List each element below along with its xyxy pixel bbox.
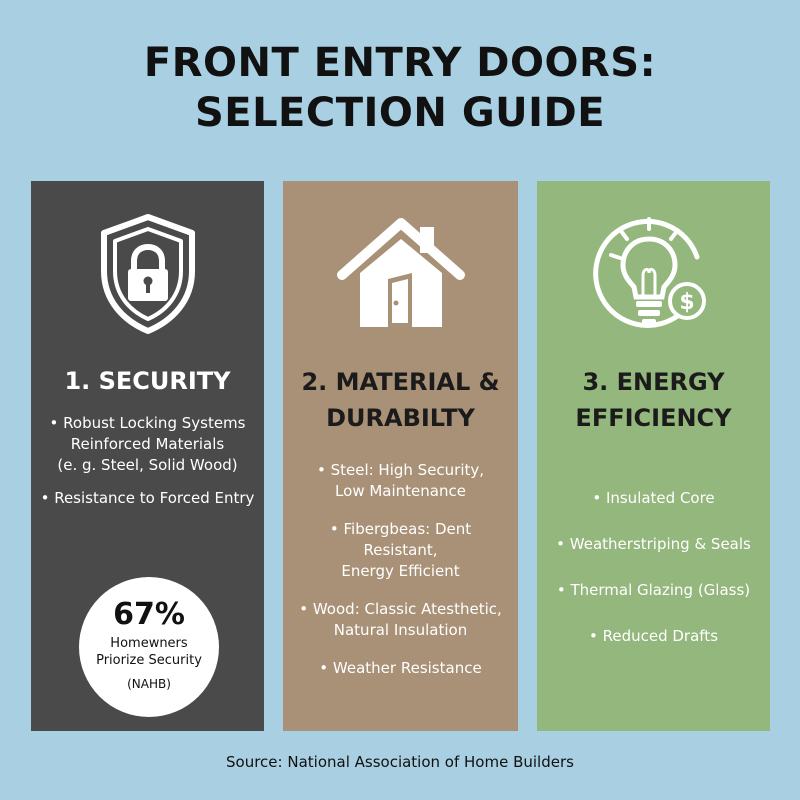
security-heading xyxy=(31,363,264,399)
security-bullet-list xyxy=(37,413,258,521)
bullet-line: • Steel: High Security, xyxy=(316,461,485,479)
house-door-icon xyxy=(283,209,518,339)
svg-text:$: $ xyxy=(678,290,695,315)
heading-line: DURABILTY xyxy=(326,404,475,432)
bullet-line: Reinforced Materials xyxy=(70,435,225,453)
security-panel xyxy=(31,181,264,731)
list-item xyxy=(289,658,512,679)
heading-line: 2. MATERIAL & xyxy=(301,368,500,396)
bullet-line: Resistant, xyxy=(363,541,438,559)
bullet-line: Natural Insulation xyxy=(333,621,468,639)
bullet-line: (e. g. Steel, Solid Wood) xyxy=(57,456,238,474)
bullet-line: • Thermal Glazing (Glass) xyxy=(556,581,751,599)
stat-source: (NAHB) xyxy=(127,677,171,691)
stat-value: 67% xyxy=(113,597,185,632)
list-item xyxy=(37,488,258,509)
energy-bullet-list xyxy=(543,488,764,672)
heading-line: 3. ENERGY xyxy=(582,368,725,396)
list-item xyxy=(289,460,512,502)
stat-label xyxy=(79,635,219,669)
material-bullet-list xyxy=(289,460,512,696)
heading-line: 1. SECURITY xyxy=(64,367,231,395)
list-item xyxy=(543,580,764,601)
stat-label-line: Homewners xyxy=(110,636,188,651)
title-line-2: SELECTION GUIDE xyxy=(194,90,606,136)
energy-heading xyxy=(537,364,770,436)
heading-line: EFFICIENCY xyxy=(575,404,732,432)
list-item xyxy=(289,599,512,641)
lightbulb-dollar-icon xyxy=(537,209,770,339)
bullet-line: • Reduced Drafts xyxy=(588,627,719,645)
bullet-line: Low Maintenance xyxy=(335,482,466,500)
energy-panel xyxy=(537,181,770,731)
bullet-line: • Insulated Core xyxy=(592,489,715,507)
bullet-line: • Robust Locking Systems xyxy=(49,414,246,432)
shield-lock-icon xyxy=(31,209,264,339)
bullet-line: • Weatherstriping & Seals xyxy=(556,535,751,553)
material-panel xyxy=(283,181,518,731)
bullet-line: • Weather Resistance xyxy=(319,659,482,677)
list-item xyxy=(543,534,764,555)
page-title xyxy=(0,38,800,138)
title-line-1: FRONT ENTRY DOORS: xyxy=(143,40,657,86)
list-item xyxy=(289,519,512,582)
bullet-line: Energy Efficient xyxy=(341,562,460,580)
bullet-line: • Wood: Classic Atesthetic, xyxy=(299,600,502,618)
stat-circle xyxy=(79,577,219,717)
list-item xyxy=(37,413,258,476)
list-item xyxy=(543,626,764,647)
bullet-line: • Resistance to Forced Entry xyxy=(40,489,255,507)
bullet-line: • Fibergbeas: Dent xyxy=(329,520,472,538)
source-footer: Source: National Association of Home Builders xyxy=(226,753,574,771)
list-item xyxy=(543,488,764,509)
material-heading xyxy=(283,364,518,436)
stat-label-line: Priorize Security xyxy=(96,653,202,668)
